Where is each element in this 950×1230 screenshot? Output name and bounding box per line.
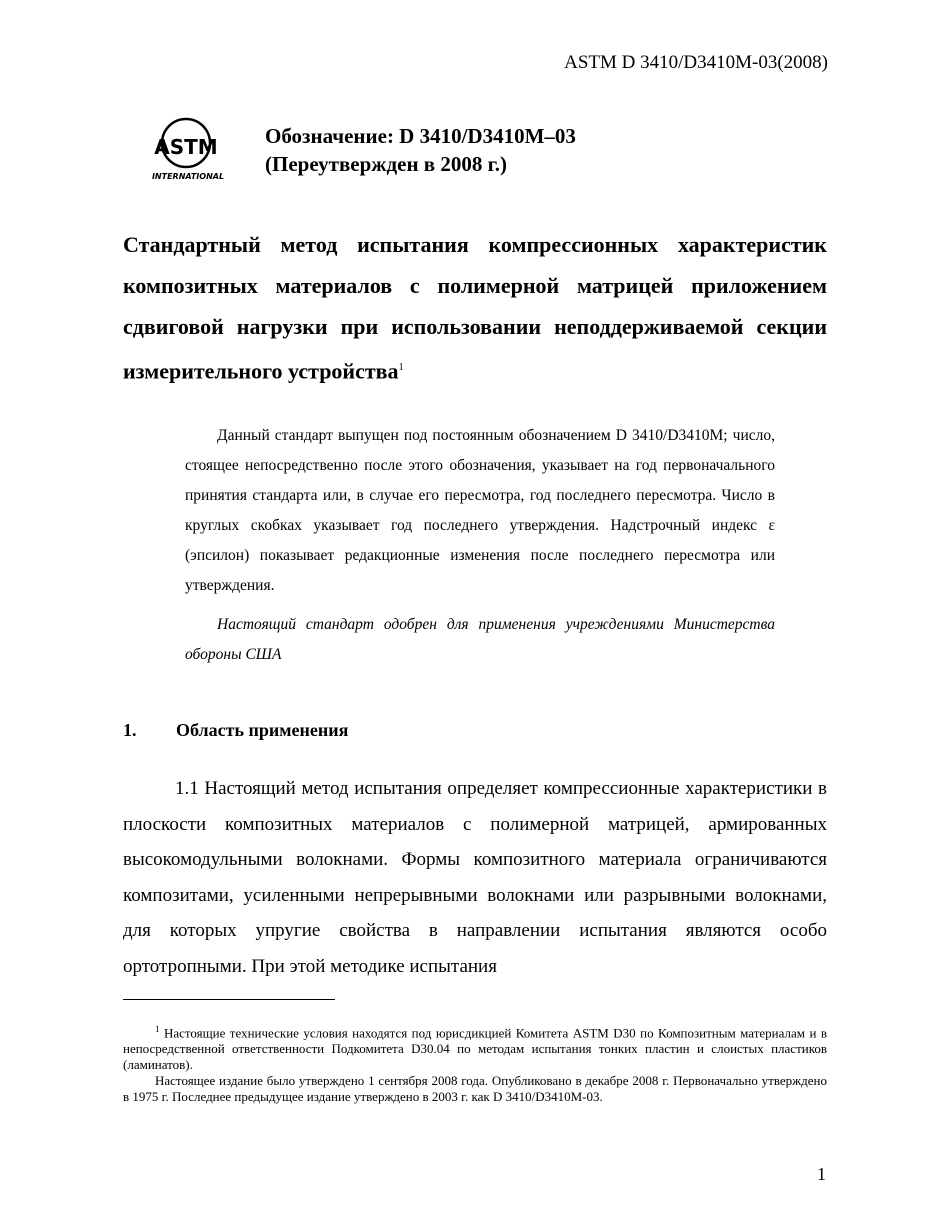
astm-logo	[150, 115, 226, 183]
section-number: 1.	[123, 720, 137, 740]
designation-line: Обозначение: D 3410/D3410M–03	[265, 124, 576, 148]
body-text	[123, 771, 827, 984]
reapproval-line: (Переутвержден в 2008 г.)	[265, 152, 508, 176]
document-title	[123, 224, 827, 391]
footnote-marker: 1	[155, 1024, 160, 1034]
footnote-publication-note: Настоящее издание было утверждено 1 сентября 2008 года. Опубликовано в декабре 2008 г. Первоначально утверждено в 1975 г. Последнее предыдущее издание утверждено в 2003 г. как D 3410/D3410M-03.	[123, 1073, 827, 1105]
footnote-text: Настоящие технические условия находятся под юрисдикцией Комитета ASTM D30 по Композитным материалам и в непосредственной ответственности Подкомитета D30.04 по методам испытания тонких пластин и слоистых пластиков (ламинатов).	[123, 1025, 827, 1073]
footnote-divider	[123, 999, 335, 1000]
title-text: Стандартный метод испытания компрессионных характеристик композитных материалов с полимерной матрицей приложением сдвиговой нагрузки при использовании неподдерживаемой секции измерительного устройства	[123, 232, 827, 384]
dod-approval-note: Настоящий стандарт одобрен для применения учреждениями Министерства обороны США	[185, 616, 775, 663]
title-footnote-ref[interactable]: 1	[398, 362, 404, 373]
section-title: Область применения	[176, 720, 349, 740]
footnotes	[123, 1021, 827, 1105]
footnote-1	[123, 1021, 827, 1073]
page-number: 1	[817, 1164, 826, 1184]
note-paragraph: Данный стандарт выпущен под постоянным обозначением D 3410/D3410M; число, стоящее непосредственно после этого обозначения, указывает на год первоначального принятия стандарта или, в случае его пересмотра, год последнего пересмотра. Число в круглых скобках указывает год последнего утверждения. Надстрочный индекс ε (эпсилон) показывает редакционные изменения после последнего пересмотра или утверждения.	[185, 427, 775, 594]
standard-note	[185, 421, 775, 670]
body-paragraph: 1.1 Настоящий метод испытания определяет компрессионные характеристики в плоскости композитных материалов с полимерной матрицей, армированных высокомодульными волокнами. Формы композитного материала ограничиваются композитами, усиленными непрерывными волокнами или разрывными волокнами, для которых упругие свойства в направлении испытания являются особо ортотропными. При этой методике испытания	[123, 778, 827, 977]
logo-subtext: INTERNATIONAL	[151, 172, 225, 181]
document-code: ASTM D 3410/D3410M-03(2008)	[564, 52, 828, 73]
section-heading-scope	[123, 720, 348, 741]
designation-block	[265, 122, 576, 178]
logo-letters: ASTM	[154, 135, 218, 159]
